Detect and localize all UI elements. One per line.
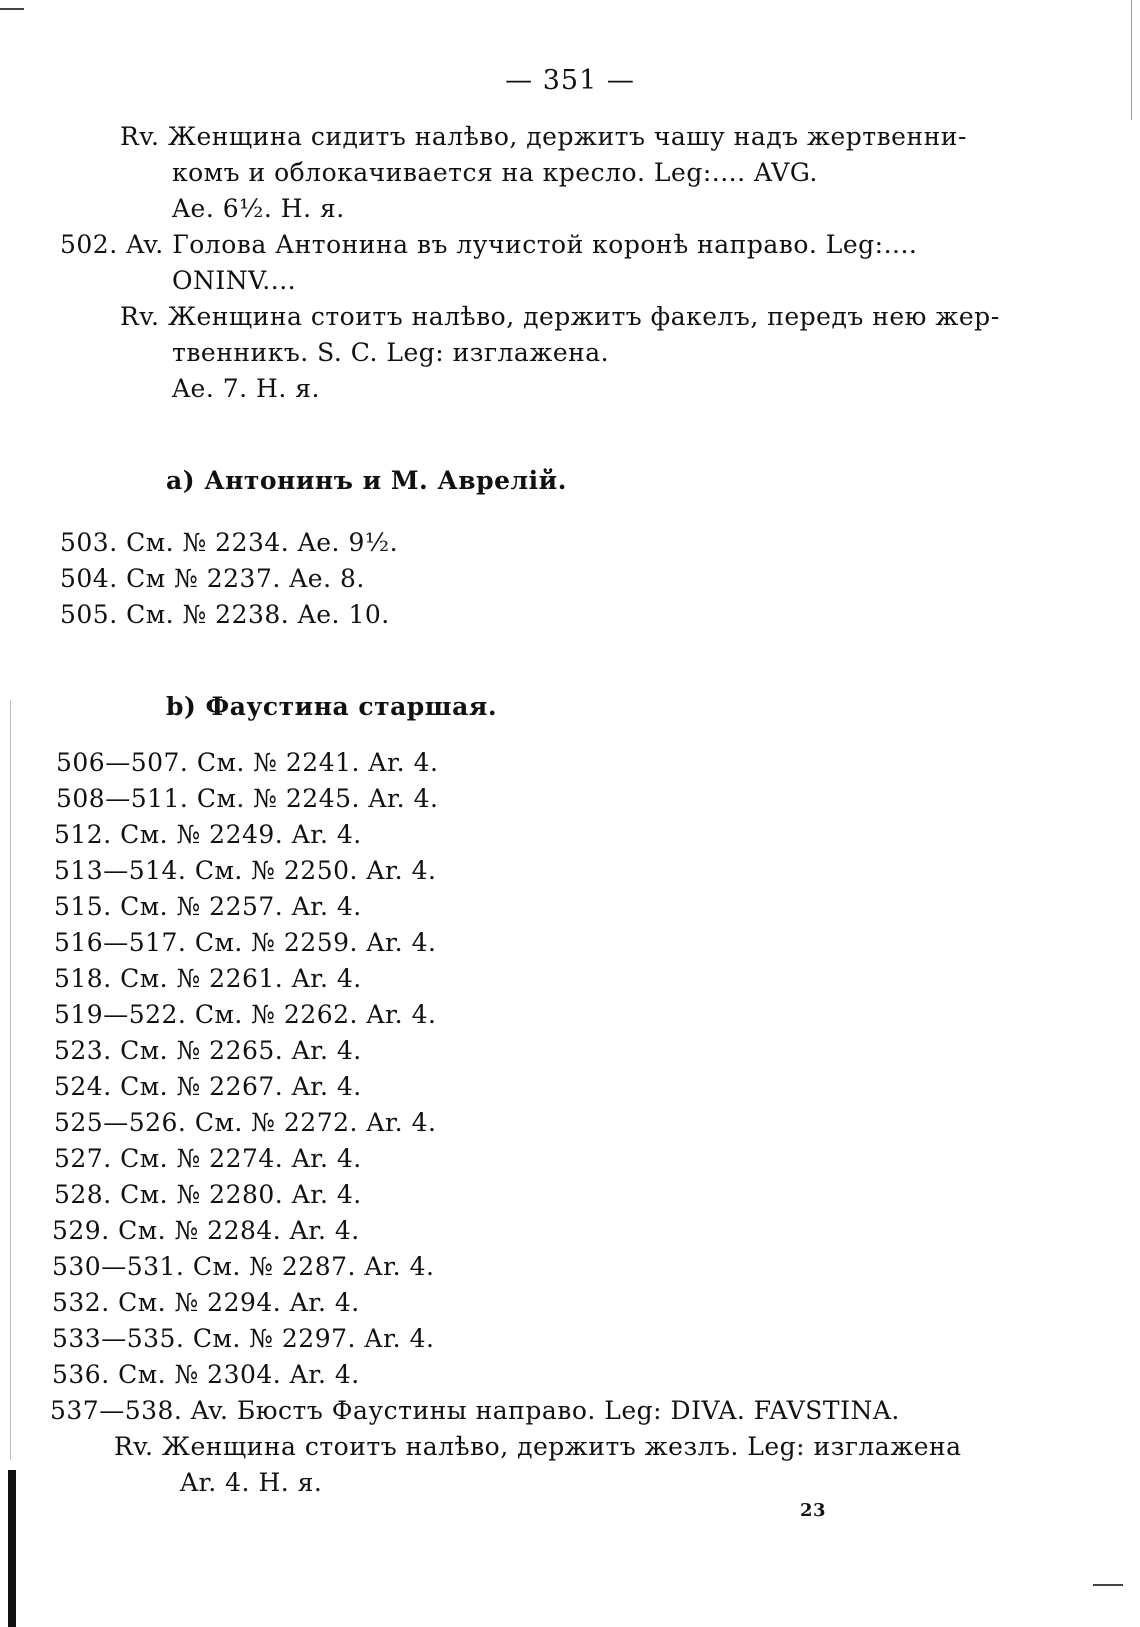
section-heading: а) Антонинъ и М. Аврелій. xyxy=(166,466,567,495)
catalog-entry: 515. См. № 2257. Ar. 4. xyxy=(54,892,362,921)
catalog-entry: 518. См. № 2261. Ar. 4. xyxy=(54,964,362,993)
scan-binding-shadow xyxy=(8,1470,16,1627)
text-line: Ar. 4. H. я. xyxy=(180,1468,323,1497)
text-line: Rv. Женщина стоитъ налѣво, держитъ факелъ, передъ нею жер- xyxy=(120,302,1000,331)
page-number: — 351 — xyxy=(505,65,635,96)
text-line: 502. Av. Голова Антонина въ лучистой коронѣ направо. Leg:.... xyxy=(60,230,918,259)
catalog-entry: 519—522. См. № 2262. Ar. 4. xyxy=(54,1000,437,1029)
text-line: Ae. 7. H. я. xyxy=(172,374,320,403)
catalog-entry: 504. См № 2237. Ae. 8. xyxy=(60,564,365,593)
catalog-entry: 525—526. См. № 2272. Ar. 4. xyxy=(54,1108,437,1137)
catalog-entry: 513—514. См. № 2250. Ar. 4. xyxy=(54,856,437,885)
catalog-entry: 503. См. № 2234. Ae. 9½. xyxy=(60,528,399,557)
scan-edge-line xyxy=(1131,0,1132,120)
catalog-entry: 508—511. См. № 2245. Ar. 4. xyxy=(56,784,439,813)
catalog-entry: 537—538. Av. Бюстъ Фаустины направо. Leg: DIVA. FAVSTINA. xyxy=(50,1396,900,1425)
catalog-entry: 527. См. № 2274. Ar. 4. xyxy=(54,1144,362,1173)
text-line: Rv. Женщина стоитъ налѣво, держитъ жезлъ. Leg: изглажена xyxy=(114,1432,962,1461)
catalog-entry: 533—535. См. № 2297. Ar. 4. xyxy=(52,1324,435,1353)
catalog-entry: 536. См. № 2304. Ar. 4. xyxy=(52,1360,360,1389)
text-line: Rv. Женщина сидитъ налѣво, держитъ чашу надъ жертвенни- xyxy=(120,122,967,151)
catalog-entry: 524. См. № 2267. Ar. 4. xyxy=(54,1072,362,1101)
catalog-entry: 532. См. № 2294. Ar. 4. xyxy=(52,1288,360,1317)
catalog-entry: 506—507. См. № 2241. Ar. 4. xyxy=(56,748,439,777)
text-line: твенникъ. S. C. Leg: изглажена. xyxy=(172,338,610,367)
catalog-entry: 523. См. № 2265. Ar. 4. xyxy=(54,1036,362,1065)
scan-edge-mark xyxy=(0,8,24,10)
section-heading: b) Фаустина старшая. xyxy=(166,692,498,721)
scan-edge-mark xyxy=(1093,1584,1123,1586)
catalog-entry: 530—531. См. № 2287. Ar. 4. xyxy=(52,1252,435,1281)
catalog-entry: 505. См. № 2238. Ae. 10. xyxy=(60,600,390,629)
text-line: Ae. 6½. H. я. xyxy=(172,194,345,223)
text-line: комъ и облокачивается на кресло. Leg:.... AVG. xyxy=(172,158,818,187)
catalog-entry: 529. См. № 2284. Ar. 4. xyxy=(52,1216,360,1245)
scan-edge-line xyxy=(10,700,11,1460)
text-line: ONINV.... xyxy=(172,266,297,295)
signature-mark: 23 xyxy=(800,1500,827,1521)
catalog-entry: 528. См. № 2280. Ar. 4. xyxy=(54,1180,362,1209)
catalog-entry: 512. См. № 2249. Ar. 4. xyxy=(54,820,362,849)
catalog-entry: 516—517. См. № 2259. Ar. 4. xyxy=(54,928,437,957)
